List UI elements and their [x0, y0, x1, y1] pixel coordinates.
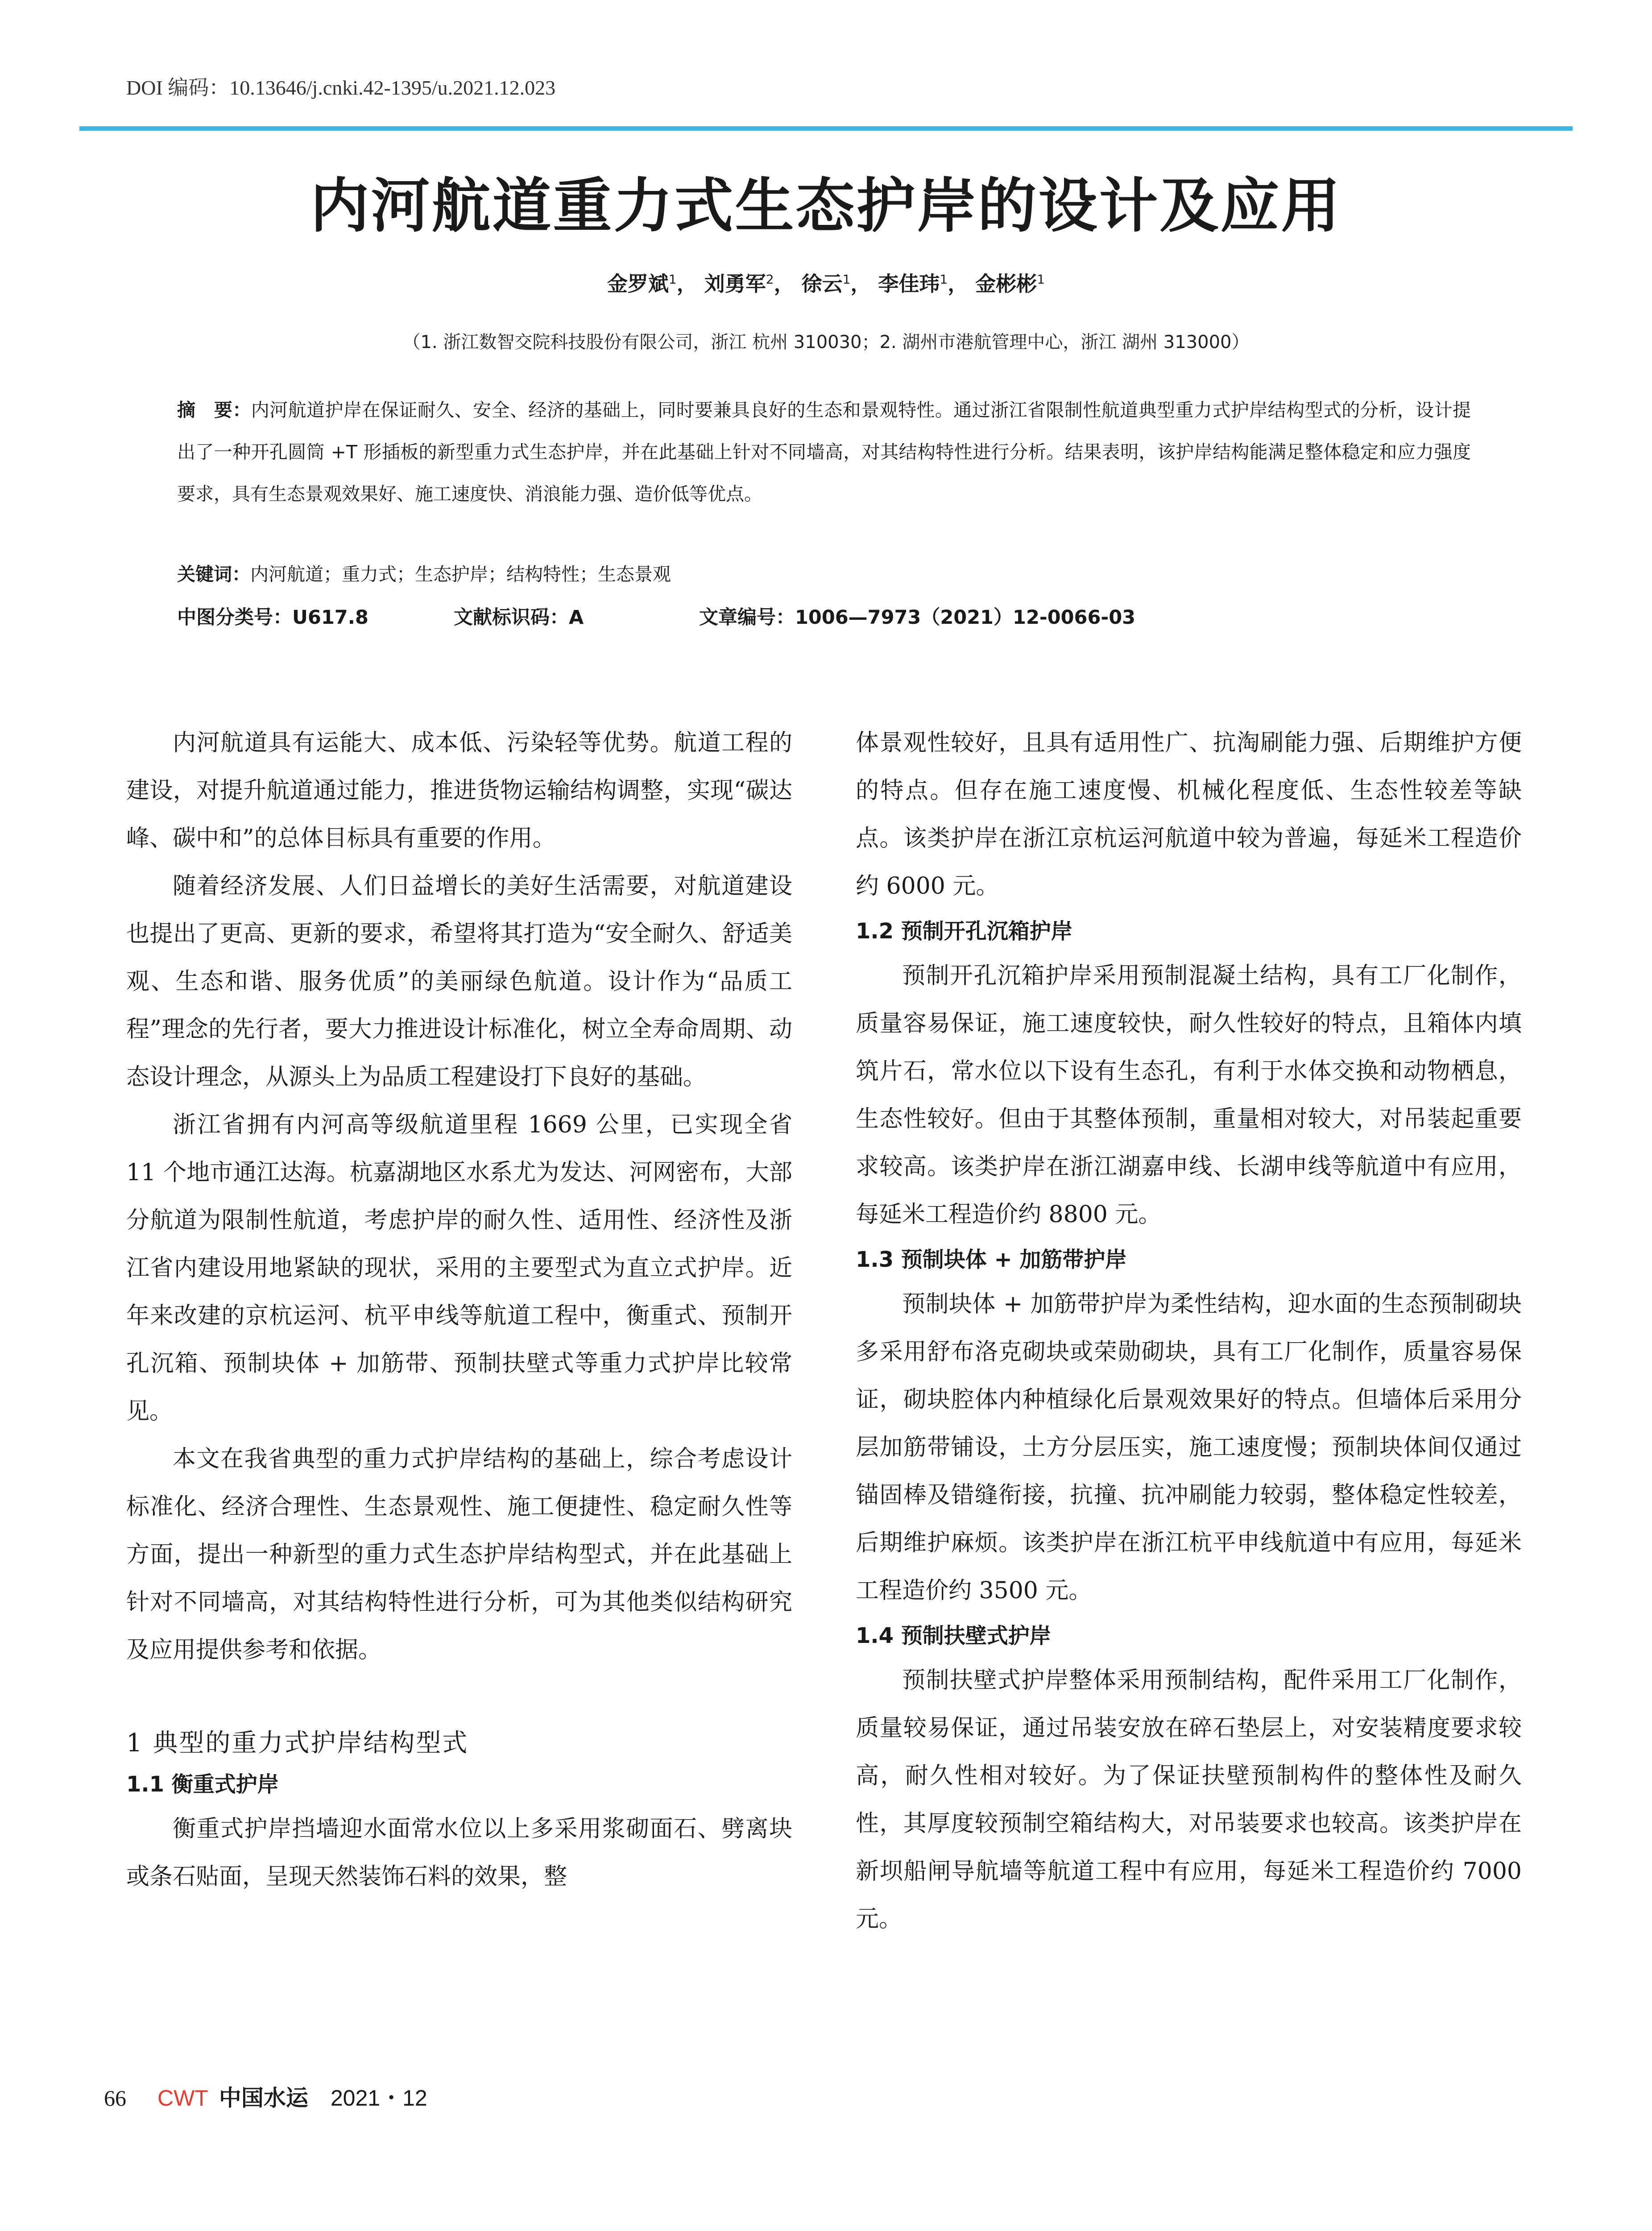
subsection-heading: 1.3 预制块体 + 加筋带护岸 [856, 1247, 1127, 1272]
author-affiliation-mark: 1 [1037, 272, 1045, 287]
issue-label: 2021・12 [330, 2086, 427, 2111]
classification-line [177, 602, 1471, 630]
author-name: 金罗斌 [607, 272, 669, 296]
keywords-text: 内河航道；重力式；生态护岸；结构特性；生态景观 [250, 564, 671, 585]
article-title: 内河航道重力式生态护岸的设计及应用 [310, 171, 1342, 241]
author-name: 刘勇军 [704, 272, 766, 296]
journal-logo: CWT [157, 2086, 208, 2111]
author-affiliation-mark: 1 [668, 272, 677, 287]
paragraph: 体景观性较好，且具有适用性广、抗淘刷能力强、后期维护方便的特点。但存在施工速度慢、机械化程度低、生态性较差等缺点。该类护岸在浙江京杭运河航道中较为普遍，每延米工程造价约 6000 元。 [856, 730, 1522, 900]
section-heading: 1 典型的重力式护岸结构型式 [126, 1729, 469, 1758]
paragraph: 预制开孔沉箱护岸采用预制混凝土结构，具有工厂化制作，质量容易保证，施工速度较快，耐久性较好的特点，且箱体内填筑片石，常水位以下设有生态孔，有利于水体交换和动物栖息，生态性较好。但由于其整体预制，重量相对较大，对吊装起重要求较高。该类护岸在浙江湖嘉申线、长湖申线等航道中有应用，每延米工程造价约 8800 元。 [856, 962, 1522, 1228]
body-column-right [856, 719, 1522, 1943]
author-name: 李佳玮 [878, 272, 940, 296]
keywords-label: 关键词： [177, 564, 250, 585]
article-number: 文章编号：1006—7973（2021）12-0066-03 [699, 606, 1136, 629]
author-affiliation-mark: 2 [766, 272, 774, 287]
author-affiliation-mark: 1 [940, 272, 948, 287]
body-column-left [126, 719, 792, 1901]
subsection-heading: 1.4 预制扶壁式护岸 [856, 1623, 1051, 1648]
author-affiliation-mark: 1 [842, 272, 851, 287]
header-rule [79, 126, 1573, 131]
abstract-label: 摘 要： [177, 399, 251, 421]
author-list: 金罗斌$^1$， 刘勇军$^2$， 徐云$^1$， 李佳玮$^1$， 金彬彬$^1$ [607, 272, 1045, 296]
affiliations: （1. 浙江数智交院科技股份有限公司，浙江 杭州 310030；2. 湖州市港航管理中心，浙江 湖州 313000） [402, 332, 1250, 352]
journal-name: 中国水运 [219, 2085, 308, 2111]
clc-number: 中图分类号：U617.8 [177, 606, 368, 629]
paragraph: 预制块体 + 加筋带护岸为柔性结构，迎水面的生态预制砌块多采用舒布洛克砌块或荣勋砌块，具有工厂化制作，质量容易保证，砌块腔体内种植绿化后景观效果好的特点。但墙体后采用分层加筋带铺设，土方分层压实，施工速度慢；预制块体间仅通过锚固棒及错缝衔接，抗撞、抗冲刷能力较弱，整体稳定性较差，后期维护麻烦。该类护岸在浙江杭平申线航道中有应用，每延米工程造价约 3500 元。 [856, 1291, 1522, 1604]
author-name: 徐云 [801, 272, 843, 296]
paragraph: 预制扶壁式护岸整体采用预制结构，配件采用工厂化制作，质量较易保证，通过吊装安放在碎石垫层上，对安装精度要求较高，耐久性相对较好。为了保证扶壁预制构件的整体性及耐久性，其厚度较预制空箱结构大，对吊装要求也较高。该类护岸在新坝船闸导航墙等航道工程中有应用，每延米工程造价约 7000 元。 [856, 1667, 1522, 1932]
paragraph: 衡重式护岸挡墙迎水面常水位以上多采用浆砌面石、劈离块或条石贴面，呈现天然装饰石料的效果，整 [126, 1816, 792, 1890]
doi-line: DOI 编码：10.13646/j.cnki.42-1395/u.2021.12.023 [126, 76, 556, 99]
document-code: 文献标识码：A [454, 606, 584, 629]
page-footer [104, 2080, 427, 2112]
paragraph: 本文在我省典型的重力式护岸结构的基础上，综合考虑设计标准化、经济合理性、生态景观性、施工便捷性、稳定耐久性等方面，提出一种新型的重力式生态护岸结构型式，并在此基础上针对不同墙高，对其结构特性进行分析，可为其他类似结构研究及应用提供参考和依据。 [126, 1446, 792, 1663]
subsection-heading: 1.1 衡重式护岸 [126, 1772, 279, 1797]
paragraph: 随着经济发展、人们日益增长的美好生活需要，对航道建设也提出了更高、更新的要求，希望将其打造为“安全耐久、舒适美观、生态和谐、服务优质”的美丽绿色航道。设计作为“品质工程”理念的先行者，要大力推进设计标准化，树立全寿命周期、动态设计理念，从源头上为品质工程建设打下良好的基础。 [126, 873, 792, 1091]
subsection-heading: 1.2 预制开孔沉箱护岸 [856, 919, 1072, 944]
abstract-text: 内河航道护岸在保证耐久、安全、经济的基础上，同时要兼具良好的生态和景观特性。通过浙江省限制性航道典型重力式护岸结构型式的分析，设计提出了一种开孔圆筒 +T 形插板的新型重力式生态护岸，并在此基础上针对不同墙高，对其结构特性进行分析。结果表明，该护岸结构能满足整体稳定和应力强度要求，具有生态景观效果好、施工速度快、消浪能力强、造价低等优点。 [177, 399, 1471, 505]
keywords [177, 560, 1471, 586]
paragraph: 浙江省拥有内河高等级航道里程 1669 公里，已实现全省 11 个地市通江达海。杭嘉湖地区水系尤为发达、河网密布，大部分航道为限制性航道，考虑护岸的耐久性、适用性、经济性及浙江省内建设用地紧缺的现状，采用的主要型式为直立式护岸。近年来改建的京杭运河、杭平申线等航道工程中，衡重式、预制开孔沉箱、预制块体 + 加筋带、预制扶壁式等重力式护岸比较常见。 [126, 1111, 792, 1425]
paragraph: 内河航道具有运能大、成本低、污染轻等优势。航道工程的建设，对提升航道通过能力，推进货物运输结构调整，实现“碳达峰、碳中和”的总体目标具有重要的作用。 [126, 730, 792, 852]
abstract [177, 389, 1471, 515]
page-number: 66 [104, 2086, 126, 2111]
author-name: 金彬彬 [975, 272, 1037, 296]
